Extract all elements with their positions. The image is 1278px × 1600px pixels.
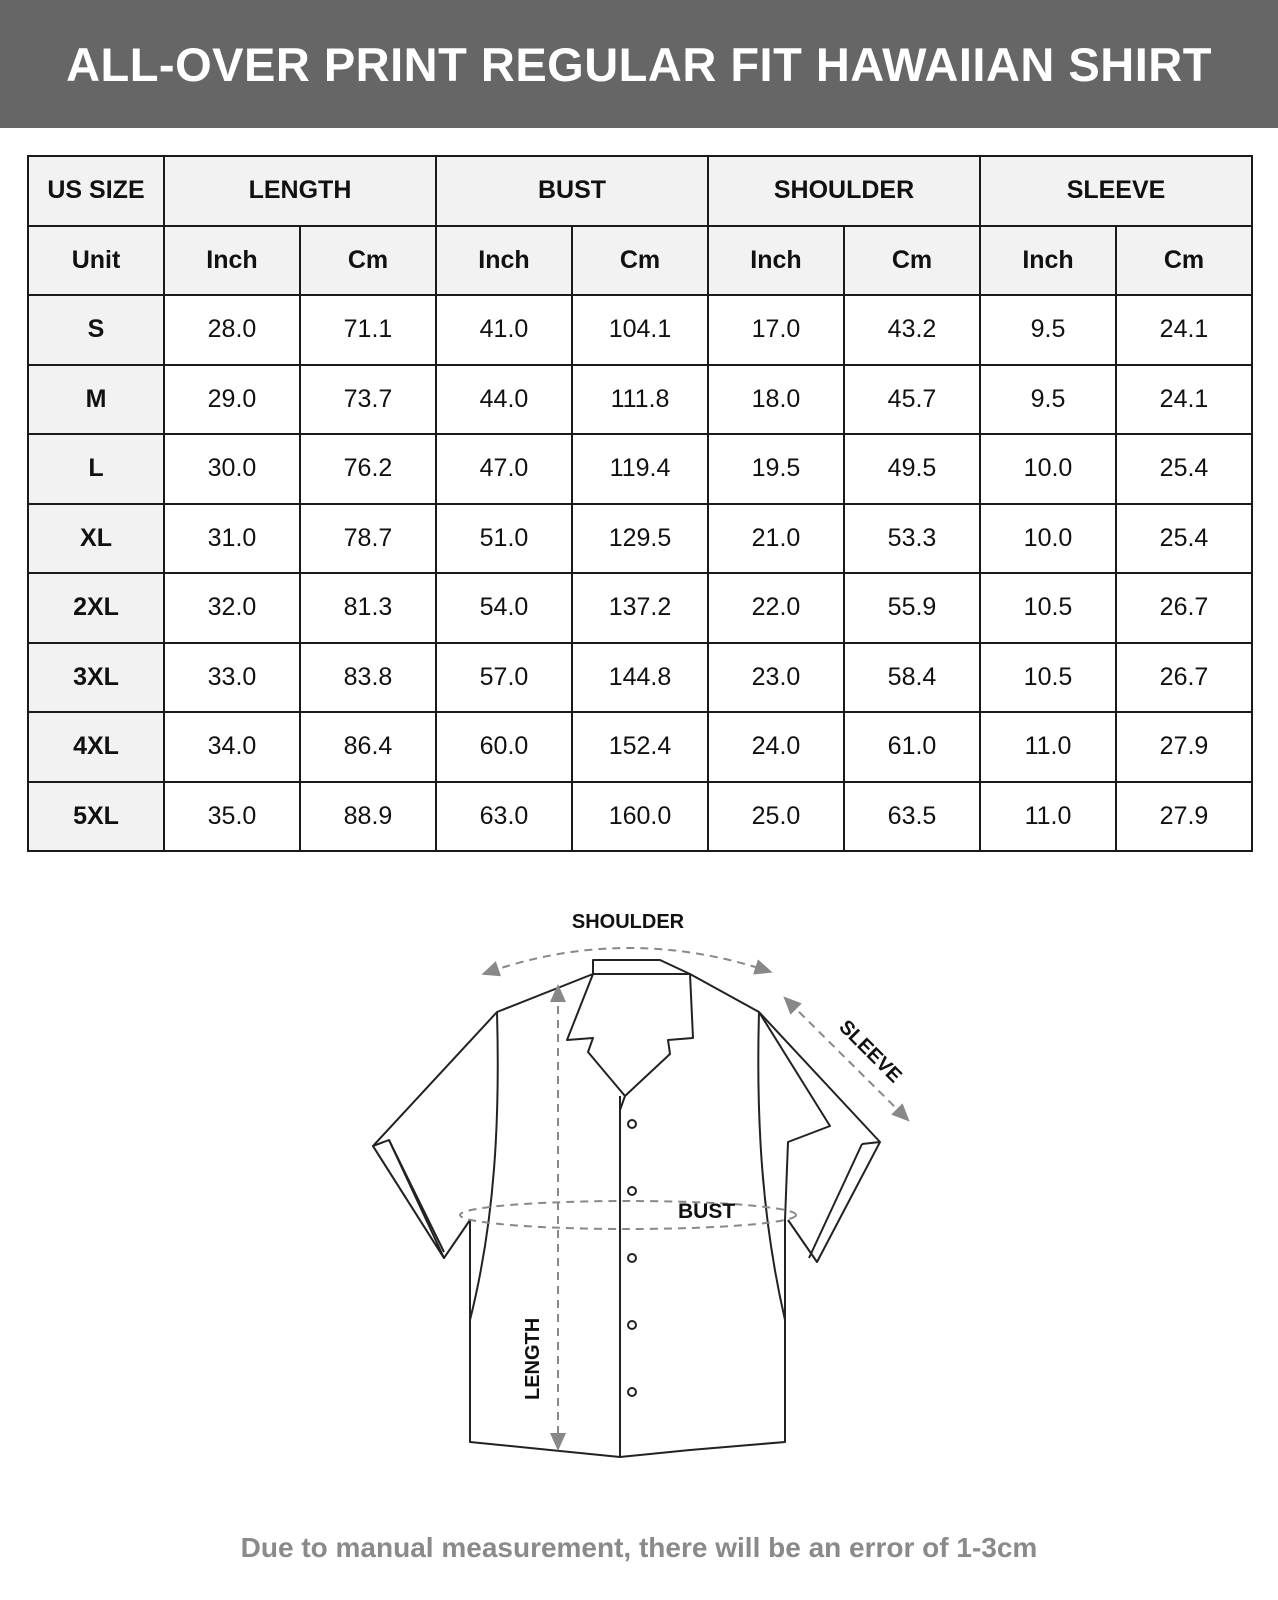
table-row [28,712,1252,782]
unit-cell: Inch [980,226,1116,296]
sleeve-label: SLEEVE [834,1015,906,1088]
measurement-cell: 24.0 [708,712,844,782]
size-chart-table [27,155,1253,852]
bust-label: BUST [678,1200,736,1223]
measurement-cell: 10.0 [980,434,1116,504]
measurement-cell: 9.5 [980,365,1116,435]
size-cell: M [28,365,164,435]
unit-cell: Inch [164,226,300,296]
table-row [28,295,1252,365]
measurement-cell: 60.0 [436,712,572,782]
measurement-cell: 26.7 [1116,643,1252,713]
measurement-cell: 24.1 [1116,295,1252,365]
header-us-size: US SIZE [28,156,164,226]
measurement-cell: 49.5 [844,434,980,504]
measurement-cell: 11.0 [980,782,1116,852]
unit-label: Unit [28,226,164,296]
measurement-cell: 144.8 [572,643,708,713]
measurement-cell: 10.5 [980,643,1116,713]
measurement-cell: 58.4 [844,643,980,713]
measurement-cell: 63.5 [844,782,980,852]
measurement-cell: 43.2 [844,295,980,365]
measurement-cell: 31.0 [164,504,300,574]
measurement-cell: 119.4 [572,434,708,504]
table-row [28,643,1252,713]
shirt-diagram [0,890,1278,1490]
shirt-outline [373,960,880,1457]
measurement-cell: 63.0 [436,782,572,852]
unit-cell: Cm [300,226,436,296]
measurement-cell: 25.4 [1116,504,1252,574]
measurement-cell: 57.0 [436,643,572,713]
table-header-row [28,156,1252,226]
measurement-cell: 83.8 [300,643,436,713]
measurement-cell: 160.0 [572,782,708,852]
table-row [28,573,1252,643]
measurement-cell: 23.0 [708,643,844,713]
measurement-cell: 88.9 [300,782,436,852]
measurement-cell: 19.5 [708,434,844,504]
unit-cell: Cm [844,226,980,296]
measurement-cell: 51.0 [436,504,572,574]
measurement-cell: 25.4 [1116,434,1252,504]
table-row [28,434,1252,504]
measurement-cell: 27.9 [1116,782,1252,852]
measurement-cell: 28.0 [164,295,300,365]
measurement-cell: 76.2 [300,434,436,504]
measurement-cell: 25.0 [708,782,844,852]
measurement-cell: 29.0 [164,365,300,435]
table-row [28,365,1252,435]
measurement-cell: 30.0 [164,434,300,504]
measurement-cell: 10.5 [980,573,1116,643]
unit-cell: Inch [436,226,572,296]
size-cell: L [28,434,164,504]
unit-cell: Cm [1116,226,1252,296]
measurement-cell: 61.0 [844,712,980,782]
measurement-cell: 21.0 [708,504,844,574]
measurement-cell: 35.0 [164,782,300,852]
measurement-cell: 152.4 [572,712,708,782]
measurement-cell: 53.3 [844,504,980,574]
measurement-cell: 81.3 [300,573,436,643]
header-bust: BUST [436,156,708,226]
measurement-cell: 9.5 [980,295,1116,365]
table-row [28,504,1252,574]
measurement-cell: 33.0 [164,643,300,713]
size-cell: 3XL [28,643,164,713]
size-cell: 2XL [28,573,164,643]
size-cell: 5XL [28,782,164,852]
measurement-cell: 45.7 [844,365,980,435]
table-unit-row [28,226,1252,296]
measurement-cell: 41.0 [436,295,572,365]
table-row [28,782,1252,852]
shoulder-label: SHOULDER [571,911,685,933]
measurement-cell: 10.0 [980,504,1116,574]
measurement-cell: 32.0 [164,573,300,643]
page-title: ALL-OVER PRINT REGULAR FIT HAWAIIAN SHIRT [66,37,1212,91]
measurement-footnote: Due to manual measurement, there will be an error of 1-3cm [240,1532,1038,1563]
measurement-cell: 26.7 [1116,573,1252,643]
measurement-cell: 137.2 [572,573,708,643]
measurement-cell: 111.8 [572,365,708,435]
measurement-cell: 55.9 [844,573,980,643]
measurement-cell: 86.4 [300,712,436,782]
measurement-cell: 47.0 [436,434,572,504]
unit-cell: Cm [572,226,708,296]
measurement-cell: 24.1 [1116,365,1252,435]
measurement-cell: 104.1 [572,295,708,365]
header-sleeve: SLEEVE [980,156,1252,226]
size-cell: XL [28,504,164,574]
measurement-cell: 34.0 [164,712,300,782]
measurement-cell: 129.5 [572,504,708,574]
title-banner [0,0,1278,128]
header-shoulder: SHOULDER [708,156,980,226]
size-cell: 4XL [28,712,164,782]
measurement-cell: 54.0 [436,573,572,643]
measurement-cell: 11.0 [980,712,1116,782]
length-label: LENGTH [522,1317,544,1400]
measurement-cell: 17.0 [708,295,844,365]
unit-cell: Inch [708,226,844,296]
measurement-cell: 22.0 [708,573,844,643]
measurement-cell: 78.7 [300,504,436,574]
measurement-cell: 73.7 [300,365,436,435]
measurement-cell: 27.9 [1116,712,1252,782]
measurement-cell: 71.1 [300,295,436,365]
header-length: LENGTH [164,156,436,226]
measurement-cell: 44.0 [436,365,572,435]
size-cell: S [28,295,164,365]
measurement-cell: 18.0 [708,365,844,435]
